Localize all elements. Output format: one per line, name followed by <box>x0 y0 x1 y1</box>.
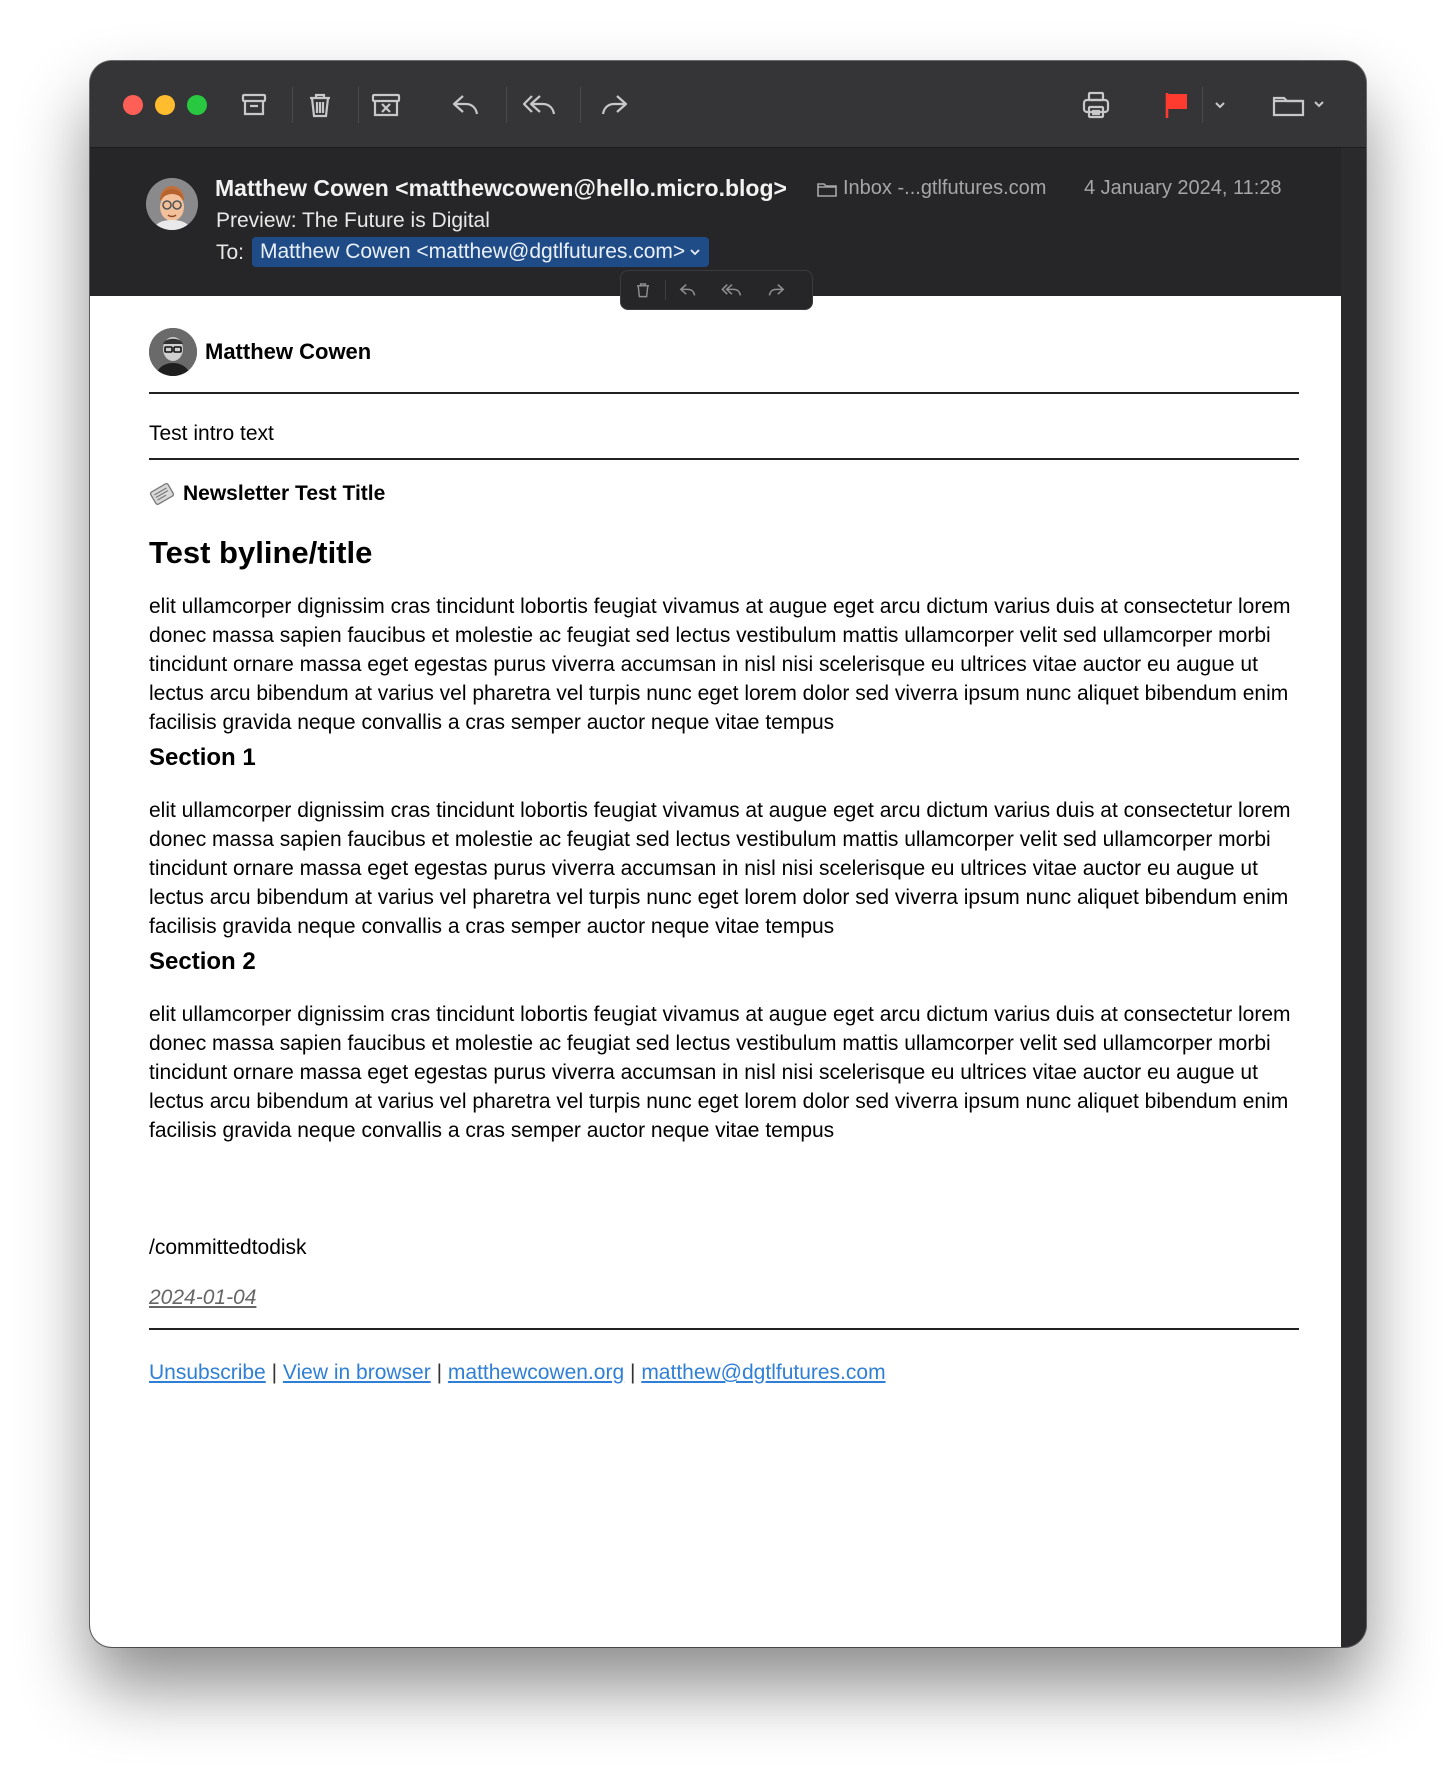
footer-separator: | <box>271 1361 278 1384</box>
newsletter-title <box>149 482 385 506</box>
message-body <box>90 296 1341 1647</box>
divider <box>149 458 1299 460</box>
archive-button[interactable] <box>232 83 276 127</box>
recipient-token[interactable] <box>252 237 709 267</box>
hover-reply-button[interactable] <box>666 271 710 309</box>
move-to-folder-icon <box>1271 90 1329 120</box>
print-icon <box>1080 89 1112 121</box>
junk-button[interactable] <box>364 83 408 127</box>
recipient-address: Matthew Cowen <matthew@dgtlfutures.com> <box>260 240 686 263</box>
paragraph-intro: elit ullamcorper dignissim cras tincidunt lobortis feugiat vivamus at augue eget arcu dictum varius duis at consectetur lorem donec massa sapien faucibus et molestie ac feugiat sed lectus vestibulum mattis ullamcorper velit sed ullamcorper morbi tincidunt ornare massa eget egestas purus viverra accumsan in nisl nisi scelerisque eu ultrices vitae auctor eu augue ut lectus arcu bibendum at varius vel pharetra vel turpis nunc eget lorem dolor sed viverra ipsum nunc aliquet bibendum enim facilisis gravida neque convallis a cras semper auctor neque vitae tempus <box>149 595 1291 734</box>
mail-window <box>90 61 1366 1647</box>
zoom-window-button[interactable] <box>187 95 207 115</box>
reply-icon <box>450 90 482 120</box>
close-window-button[interactable] <box>123 95 143 115</box>
website-link[interactable]: matthewcowen.org <box>447 1361 625 1384</box>
forward-icon <box>766 281 786 299</box>
forward-button[interactable] <box>592 83 636 127</box>
print-button[interactable] <box>1074 83 1118 127</box>
flag-menu-button[interactable] <box>1206 83 1234 127</box>
footer-links <box>149 1361 886 1385</box>
author-name: Matthew Cowen <box>205 339 372 364</box>
sender[interactable]: Matthew Cowen <matthewcowen@hello.micro.blog> <box>215 175 787 201</box>
message-date: 4 January 2024, 11:28 <box>1084 177 1282 199</box>
hover-forward-button[interactable] <box>754 271 798 309</box>
divider <box>149 392 1299 394</box>
to-label: To: <box>216 241 245 264</box>
trash-icon <box>634 281 652 299</box>
archive-icon <box>239 90 269 120</box>
footer-separator: | <box>630 1361 636 1384</box>
sender-avatar <box>146 178 198 230</box>
signature: /committedtodisk <box>149 1236 307 1259</box>
flag-icon <box>1161 90 1191 120</box>
reply-all-icon <box>720 281 744 299</box>
hover-delete-button[interactable] <box>621 271 665 309</box>
unsubscribe-link[interactable]: Unsubscribe <box>149 1361 266 1384</box>
reply-button[interactable] <box>444 83 488 127</box>
junk-icon <box>370 90 402 120</box>
flag-button[interactable] <box>1154 83 1198 127</box>
chevron-down-icon <box>689 246 701 258</box>
author-block <box>149 328 371 376</box>
move-to-folder-button[interactable] <box>1270 83 1330 127</box>
intro-text: Test intro text <box>149 422 274 445</box>
toolbar <box>90 61 1366 148</box>
paragraph-section-2: elit ullamcorper dignissim cras tincidunt lobortis feugiat vivamus at augue eget arcu dictum varius duis at consectetur lorem donec massa sapien faucibus et molestie ac feugiat sed lectus vestibulum mattis ullamcorper velit sed ullamcorper morbi tincidunt ornare massa eget egestas purus viverra accumsan in nisl nisi scelerisque eu ultrices vitae auctor eu augue ut lectus arcu bibendum at varius vel pharetra vel turpis nunc eget lorem dolor sed viverra ipsum nunc aliquet bibendum enim facilisis gravida neque convallis a cras semper auctor neque vitae tempus <box>149 1003 1291 1142</box>
divider <box>149 1328 1299 1330</box>
section-1-heading: Section 1 <box>149 744 256 771</box>
trash-icon <box>305 90 335 120</box>
message-subject: Preview: The Future is Digital <box>216 209 490 232</box>
delete-button[interactable] <box>298 83 342 127</box>
reply-all-icon <box>521 90 559 120</box>
byline-title: Test byline/title <box>149 535 373 570</box>
newspaper-icon <box>149 482 175 506</box>
forward-icon <box>598 90 630 120</box>
author-avatar <box>149 328 197 376</box>
newsletter-title-text: Newsletter Test Title <box>183 482 386 505</box>
section-2-heading: Section 2 <box>149 948 256 975</box>
email-link[interactable]: matthew@dgtlfutures.com <box>641 1361 886 1384</box>
mailbox-location[interactable] <box>817 177 1046 200</box>
mailbox-name: Inbox -...gtlfutures.com <box>843 177 1047 199</box>
minimize-window-button[interactable] <box>155 95 175 115</box>
scrollbar-track[interactable] <box>1341 148 1366 1647</box>
post-date-link[interactable]: 2024-01-04 <box>149 1286 257 1309</box>
reply-icon <box>678 281 698 299</box>
hover-reply-all-button[interactable] <box>710 271 754 309</box>
folder-icon <box>817 181 837 197</box>
view-in-browser-link[interactable]: View in browser <box>282 1361 431 1384</box>
footer-separator: | <box>436 1361 443 1384</box>
reply-all-button[interactable] <box>518 83 562 127</box>
flag-dropdown-icon <box>1213 98 1227 112</box>
paragraph-section-1: elit ullamcorper dignissim cras tincidunt lobortis feugiat vivamus at augue eget arcu dictum varius duis at consectetur lorem donec massa sapien faucibus et molestie ac feugiat sed lectus vestibulum mattis ullamcorper velit sed ullamcorper morbi tincidunt ornare massa eget egestas purus viverra accumsan in nisl nisi scelerisque eu ultrices vitae auctor eu augue ut lectus arcu bibendum at varius vel pharetra vel turpis nunc eget lorem dolor sed viverra ipsum nunc aliquet bibendum enim facilisis gravida neque convallis a cras semper auctor neque vitae tempus <box>149 799 1291 938</box>
message-action-bar <box>620 270 813 310</box>
